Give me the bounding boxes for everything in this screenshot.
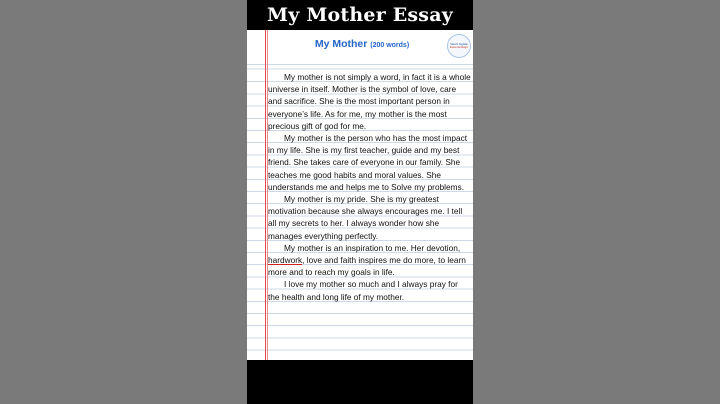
essay-body	[268, 71, 471, 303]
title-bar	[247, 0, 473, 30]
ruled-paper	[247, 30, 473, 360]
paragraph-5: I love my mother so much and I always pray for the health and long life of my mother.	[268, 279, 458, 302]
logo-text-bottom: Essential Magic	[449, 46, 469, 49]
page-title: My Mother Essay	[267, 4, 453, 26]
video-frame	[247, 0, 473, 404]
essay-heading	[287, 38, 437, 50]
margin-line	[265, 30, 266, 360]
channel-logo	[447, 34, 471, 58]
paragraph-3: My mother is my pride. She is my greatest motivation because she always encourages me. I tell all my secrets to her. I always wonder how she manages everything perfectly.	[268, 194, 463, 241]
word-count: (200 words)	[370, 42, 410, 49]
right-blur-background	[473, 0, 720, 404]
paragraph-4-end: , love and faith inspires me do more, to learn more and to reach my goals in life.	[268, 255, 466, 278]
paragraph-4-start: My mother is an inspiration to me. Her devotion,	[284, 242, 461, 253]
paragraph-2: My mother is the person who has the most impact in my life. She is my first teacher, guide and my best friend. She takes care of everyone in our family. She teaches me good habits and moral values. She understands me and helps me to Solve my problems.	[268, 133, 468, 192]
logo-text-top: Sakshi Jagdale	[450, 43, 468, 46]
paragraph-4	[268, 242, 471, 279]
paragraph-1: My mother is not simply a word, in fact it is a whole universe in itself. Mother is the symbol of love, care and sacrifice. She is the most important person in everyone’s life. As for me, my mother is the most precious gift of god for me.	[268, 72, 471, 131]
essay-title: My Mother	[314, 38, 368, 50]
left-blur-background	[0, 0, 247, 404]
bottom-black-area	[247, 360, 473, 404]
highlighted-word: hardwork	[268, 255, 303, 266]
